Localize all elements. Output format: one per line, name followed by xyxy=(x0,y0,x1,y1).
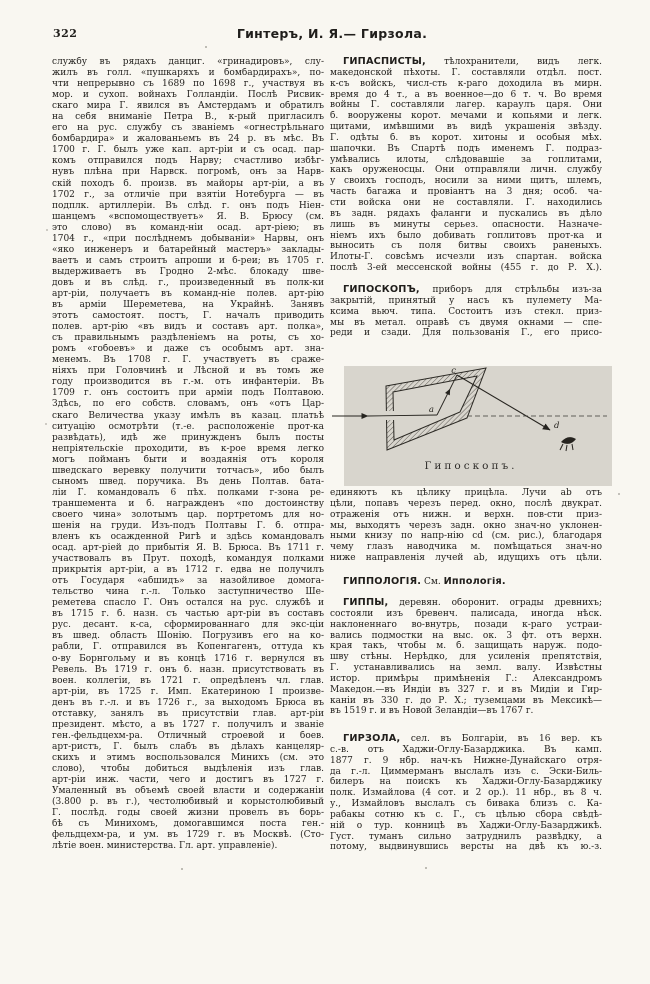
entry-girzola xyxy=(330,734,602,853)
text-line: развѣдать), идѣ же принужденъ былъ посты xyxy=(52,432,324,443)
text-line: рабли, Г. отправился въ Копенгагенъ, оттуда къ xyxy=(52,642,324,653)
text-line: ромъ «гобоевъ» и даже съ особымъ арт. зна- xyxy=(52,344,324,355)
text-line: часть багажа и провіантъ на 3 дня; особ. ча- xyxy=(330,187,602,198)
headword: ГИПАСПИСТЫ, xyxy=(343,57,426,67)
text-line: непріятельскіе проходити, въ к-рое время легко xyxy=(52,443,324,454)
text-line: наклоненнаго во-внутрь, позади к-раго устраи- xyxy=(330,619,602,630)
running-title: Гинтеръ, И. Я.— Гирзола. xyxy=(236,26,428,41)
text-line: войны Г. составляли лагер. караулъ царя. Они xyxy=(330,100,602,111)
text-line: реди и сзади. Для пользованія Г., его присо- xyxy=(330,328,602,339)
text-line: арт-ристъ, Г. былъ слабъ въ дѣлахъ канцеляр- xyxy=(52,741,324,752)
text-line: въ 1519 г. и въ Новой Зеландіи—въ 1767 г. xyxy=(330,706,534,717)
text-line: шведскаго веревку получити тотчасъ», ибо былъ xyxy=(52,465,324,476)
text-line: своего чина» золотымъ цар. портретомъ для но- xyxy=(52,509,324,520)
text-line: съ правильнымъ раздѣленіемъ на роты, съ хо- xyxy=(52,333,324,344)
text-line: скій походъ б. произв. въ майоры арт-ріи, а въ xyxy=(52,178,324,189)
text-line: скаго Величества указу имѣлъ въ казац. платьѣ xyxy=(52,410,324,421)
text-line: шапочки. Въ Спартѣ подъ именемъ Г. подраз- xyxy=(330,143,602,154)
label-a: a xyxy=(428,405,434,415)
see-label: См. xyxy=(421,577,444,587)
text-line: ліи Г. командовалъ 6 пѣх. полками г-зона ре- xyxy=(52,487,324,498)
text-line: истор. примѣры примѣненія Г.: Александромъ xyxy=(330,673,602,684)
text-line: службу въ рядахъ данциг. «гринадировъ», слу- xyxy=(52,57,324,67)
text-line: Г. послѣд. годы своей жизни провелъ въ борь- xyxy=(52,808,324,819)
entry-body xyxy=(330,68,602,274)
text-line: состояли изъ бревенч. палисада, иногда нѣск. xyxy=(330,608,602,619)
text-line: билеръ на поискъ къ Хаджи-Оглу-Базарджику xyxy=(330,777,602,788)
entry-gipaspisty xyxy=(330,57,602,274)
entry-gippy xyxy=(330,598,602,717)
text-line: время до 4 т., а въ военное—до 6 т. ч. Во время xyxy=(330,89,602,100)
scan-speck xyxy=(45,423,47,425)
text-line: выдерживаетъ въ Гродно 2-мѣс. блокаду шве- xyxy=(52,266,324,277)
entry-first-line xyxy=(343,598,602,609)
text-line: македонской пѣхоты. Г. составляли отдѣл. пост. xyxy=(330,67,602,78)
text-line: году производится въ г.-м. отъ инфантеріи. Въ xyxy=(52,377,324,388)
text-line: ксима вьюч. типа. Состоитъ изъ стекл. приз- xyxy=(330,306,602,317)
text-line: въ задн. рядахъ фаланги и пускались въ дѣло xyxy=(330,208,602,219)
text-line: да г.-л. Циммерманъ выслалъ изъ с. Эски-Биль- xyxy=(330,766,602,777)
text-line: его на рус. службу съ званіемъ «огнестрѣльнаго xyxy=(52,123,324,134)
text-line: бомбардира» и жалованьемъ въ 24 р. въ мѣс. Въ xyxy=(52,134,324,145)
text-line: (3.800 р. въ г.), честолюбивый и корыстолюбивый xyxy=(52,797,324,808)
text-line: арт-ріи, въ 1725 г. Имп. Екатериною I произве- xyxy=(52,686,324,697)
text-line: ниже направленія лучей ab, идущихъ отъ цѣли. xyxy=(330,553,602,564)
text-line: Г. одѣты б. въ корот. хитоны и особыя мѣх. xyxy=(330,132,602,143)
text-line: мы, выходятъ черезъ задн. окно знач-но уклонен- xyxy=(330,520,602,531)
text-line: 1700 г. Г. былъ уже кап. арт-ріи и съ осад. пар- xyxy=(52,145,324,156)
text-line: участвовалъ въ Прут. походѣ, командуя полками xyxy=(52,554,324,565)
text-line: полев. арт-рію «въ видъ и составъ арт. полка», xyxy=(52,322,324,333)
text-line: у своихъ господъ, носили за ними щитъ, шлемъ, xyxy=(330,176,602,187)
text-line: шанцемъ «вспомоществуетъ» Я. В. Брюсу (см. xyxy=(52,211,324,222)
text-line: у., Измайловъ выслалъ съ бивака близъ с. Ка- xyxy=(330,799,602,810)
text-line: менемъ. Въ 1708 г. Г. участвуетъ въ сраже- xyxy=(52,355,324,366)
entry-text: деревян. оборонит. ограды древнихъ; xyxy=(388,598,602,608)
text-line: воен. коллегіи, въ 1721 г. опредѣленъ чл. глав. xyxy=(52,675,324,686)
text-line: чти непрерывно съ 1689 по 1698 г., участвуя въ xyxy=(52,79,324,90)
text-line: реметева спасло Г. Онъ остался на рус. службѣ и xyxy=(52,598,324,609)
text-line: бѣ съ Минихомъ, домогавшимся поста ген.- xyxy=(52,819,324,830)
headword: ГИППОЛОГІЯ. xyxy=(343,577,422,587)
text-line: этотъ самостоят. постъ, Г. началъ приводить xyxy=(52,311,324,322)
entry-giposkop xyxy=(330,285,602,339)
text-line: лѣтіе воен. министерства. Гл. арт. управленіе). xyxy=(52,841,278,852)
cross-reference: Иппологія. xyxy=(443,577,506,587)
text-line: слово), чтобы добиться выдѣленія изъ глав. xyxy=(52,764,324,774)
text-line: осад. арт-ріей до прибытія Я. В. Брюса. Въ 1711 г. xyxy=(52,543,324,554)
headword: ГИРЗОЛА, xyxy=(343,734,401,744)
text-line: президент. мѣсто, а въ 1727 г. получилъ и званіе xyxy=(52,719,324,730)
text-line: отставку, занялъ въ присутствіи глав. арт-ріи xyxy=(52,708,324,719)
text-line: подплк. артиллеріи. Въ слѣд. г. онъ подъ Ніен- xyxy=(52,200,324,211)
entry-body xyxy=(330,609,602,717)
text-line: въ арміи Шереметева, на Украйнѣ. Занявъ xyxy=(52,300,324,311)
text-line: въ 1715 г. б. назн. съ частью арт-ріи въ составъ xyxy=(52,609,324,620)
text-line: цѣли, попавъ черезъ перед. окно, послѣ двукрат. xyxy=(330,498,602,509)
entry-text: приборъ для стрѣльбы изъ-за xyxy=(419,285,602,295)
scan-speck xyxy=(205,46,207,48)
text-line: на себя вниманіе Петра В., к-рый пригласилъ xyxy=(52,112,324,123)
text-line: довъ и въ слѣд. г., произведенный въ полк-ки xyxy=(52,277,324,288)
headword: ГИППЫ, xyxy=(343,598,389,608)
text-line: отъ Государя «абшидъ» за назойливое домога- xyxy=(52,576,324,587)
scan-speck xyxy=(181,868,183,870)
text-line: какъ оруженосцы. Они отправляли личн. службу xyxy=(330,165,602,176)
text-line: ситуацію осмотрѣти (т.-е. расположеніе прот-ка xyxy=(52,421,324,432)
label-d: d xyxy=(554,421,560,431)
figure-caption: Гипоскопъ. xyxy=(424,460,518,472)
entry-body xyxy=(330,745,602,853)
text-line: ніяхъ при Головчинѣ и Лѣсной и въ томъ же xyxy=(52,366,324,377)
text-line: выносить съ поля битвы своихъ раненыхъ. xyxy=(330,241,602,252)
text-line: скихъ и этимъ воспользовался Минихъ (см. это xyxy=(52,752,324,763)
entry-first-line xyxy=(343,734,602,745)
text-line: Ревель. Въ 1719 г. онъ б. назн. присутствовать въ xyxy=(52,664,324,675)
text-line: шву стѣны. Нерѣдко, для усиленія препятствія, xyxy=(330,652,602,663)
text-line: 1704 г., «при послѣднемъ добываніи» Нарвы, онъ xyxy=(52,233,324,244)
text-line: арт-ріи инж. части, чего и достигъ въ 1727 г. xyxy=(52,775,324,786)
text-line: полк. Измайлова (4 сот. и 2 ор.). 11 нбр., въ 8 ч. xyxy=(330,788,602,799)
text-line: сти войска они не составляли. Г. находились xyxy=(330,197,602,208)
text-line: 1877 г. 9 нбр. нач-къ Нижне-Дунайскаго отря- xyxy=(330,755,602,766)
text-line: нувъ плѣна при Нарвск. погромѣ, онъ за Нарв- xyxy=(52,167,324,178)
text-line: денъ въ г.-л. и въ 1726 г., за выходомъ Брюса въ xyxy=(52,697,324,708)
text-line: Умаленный въ объемѣ своей власти и содержаніи xyxy=(52,786,324,797)
text-line: 1709 г. онъ состоитъ при арміи подъ Полтавою. xyxy=(52,388,324,399)
text-line: могъ пойманъ быти и воздаянія отъ короля xyxy=(52,454,324,465)
text-line: 1702 г., за отличіе при взятіи Нотебурга — въ xyxy=(52,189,324,200)
page-number: 322 xyxy=(53,27,78,40)
text-line: прикрытія арт-ріи, а въ 1712 г. едва не получилъ xyxy=(52,565,324,576)
text-line: жилъ въ голл. «пушкаряхъ и бомбардирахъ», по- xyxy=(52,68,324,79)
text-line: фельдцехм-ра, и ум. въ 1729 г. въ Москвѣ. (Сто- xyxy=(52,830,324,841)
text-line: сыномъ швед. поручика. Въ день Полтав. бата- xyxy=(52,476,324,487)
entry-gippologija xyxy=(330,577,602,588)
text-line: края такъ, чтобы м. б. защищать наруж. подо- xyxy=(330,641,602,652)
scan-speck xyxy=(425,867,427,869)
text-line: скаго мира Г. явился въ Амстердамъ и обратилъ xyxy=(52,101,324,112)
text-line: Илоты-Г. совсѣмъ исчезли изъ спартан. войска xyxy=(330,252,602,263)
text-line: «яко инженеръ и батарейный мастеръ» заклады- xyxy=(52,244,324,255)
text-line: чему глазъ наводчика м. помѣщаться знач-но xyxy=(330,542,602,553)
text-line: ній о тур. конницѣ въ Хаджи-Оглу-Базарджикѣ. xyxy=(330,820,602,831)
text-line: потому, выдвинувшись версты на двѣ къ ю.-з. xyxy=(330,842,602,853)
text-line: ваетъ и самъ строитъ апроши и б-реи; въ 1705 г. xyxy=(52,255,324,266)
headword: ГИПОСКОПЪ, xyxy=(343,285,420,295)
entry-first-line xyxy=(343,57,602,68)
entry-giposkop-continuation xyxy=(330,488,602,564)
text-line: о-ву Борнгольму и въ концѣ 1716 г. вернулся въ xyxy=(52,653,324,664)
text-line: комъ отправился подъ Нарву; счастливо избѣг- xyxy=(52,156,324,167)
figure-giposkop xyxy=(330,366,612,486)
entry-text: тѣлохранители, видъ легк. xyxy=(425,57,602,67)
text-line: ген.-фельдцехм-ра. Отличный строевой и боев. xyxy=(52,730,324,741)
text-line: с.-в. отъ Хаджи-Оглу-Базарджика. Въ камп. xyxy=(330,744,602,755)
scan-speck xyxy=(46,229,48,231)
text-line: рабакы сотню къ с. Г., съ цѣлью сбора свѣдѣ- xyxy=(330,809,602,820)
text-line: тельство чина г.-л. Только заступничество Ше- xyxy=(52,587,324,598)
text-line: вленъ къ осажденной Ригѣ и здѣсь командовалъ xyxy=(52,532,324,543)
text-line: въ швед. область Шонію. Погрузивъ его на ко- xyxy=(52,631,324,642)
text-line: мы въ метал. оправѣ съ двумя окнами — спе- xyxy=(330,317,602,328)
text-line: траншемента и б. награжденъ «по достоинству xyxy=(52,498,324,509)
text-line: умѣвались илоты, слѣдовавшіе за гоплитами, xyxy=(330,154,602,165)
text-line: вались подмостки на выс. ок. 3 фт. отъ верхн. xyxy=(330,630,602,641)
text-line: лишь въ минуты серьез. опасности. Назначе- xyxy=(330,219,602,230)
text-line: мор. и сухоп. войнахъ Голландіи. Послѣ Рисвик- xyxy=(52,90,324,101)
text-line: единяютъ къ цѣлику прицѣла. Лучи ab отъ xyxy=(330,488,602,498)
text-line: отраженія отъ нижн. и верхн. пов-сти приз- xyxy=(330,509,602,520)
left-column-article-continuation xyxy=(52,57,324,852)
text-line: закрытій, принятый у насъ къ пулемету Ма- xyxy=(330,295,602,306)
text-line: ніемъ ихъ было добивать гоплитовъ прот-ка и xyxy=(330,230,602,241)
text-line: рус. десант. к-са, сформированнаго для экс-ціи xyxy=(52,620,324,631)
entry-body xyxy=(330,296,602,339)
entry-first-line xyxy=(343,577,602,588)
text-line: это слово) въ команд-ніи осад. арт-ріею; въ xyxy=(52,222,324,233)
text-line: арт-ріи, получаетъ въ команд-ніе полев. арт-рію xyxy=(52,288,324,299)
text-line: каніи въ 330 г. до Р. Х.; туземцами въ Мексикѣ— xyxy=(330,695,602,706)
scan-speck xyxy=(618,493,620,495)
text-line: Здѣсь, по его собств. словамъ, онъ «отъ Цар- xyxy=(52,399,324,410)
text-line: шенія на груди. Изъ-подъ Полтавы Г. б. отпра- xyxy=(52,520,324,531)
entry-text: сел. въ Болгаріи, въ 16 вер. къ xyxy=(400,734,602,744)
text-line: щитами, имѣвшими въ видѣ украшенія звѣзду. xyxy=(330,122,602,133)
text-line: б. вооружены корот. мечами и копьями и легк. xyxy=(330,111,602,122)
text-line: Македон.—въ Индіи въ 327 г. и въ Мидіи и Гир- xyxy=(330,684,602,695)
label-c: c xyxy=(451,366,456,376)
text-line: ными книзу по напр-нію cd (см. рис.), благодаря xyxy=(330,531,602,542)
entry-first-line xyxy=(343,285,602,296)
text-line: послѣ 3-ей мессенской войны (455 г. до Р. Х.). xyxy=(330,263,602,274)
text-line: Густ. туманъ сильно затруднилъ развѣдку, а xyxy=(330,831,602,842)
text-line: к-съ войскъ, числ-сть к-раго доходила въ мирн. xyxy=(330,78,602,89)
text-line: Г. устанавливались на земл. валу. Извѣстны xyxy=(330,663,602,674)
